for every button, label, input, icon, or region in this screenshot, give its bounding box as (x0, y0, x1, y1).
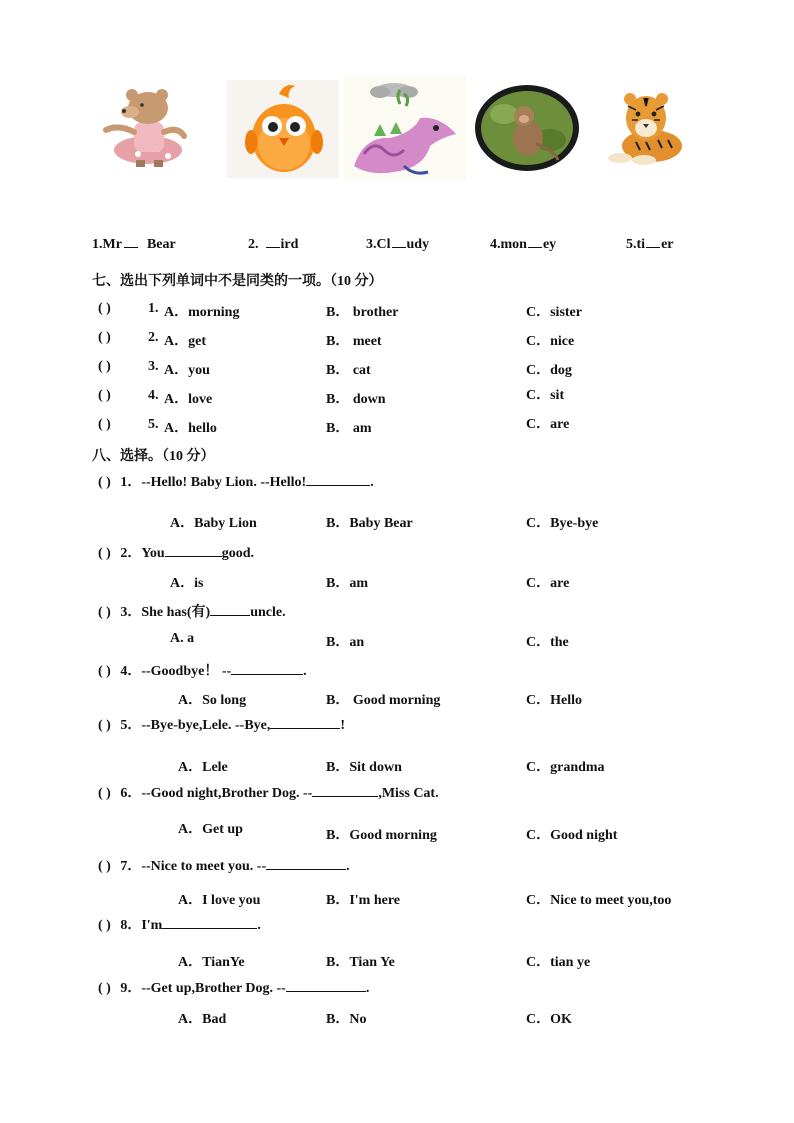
cloud-dragon-picture (344, 76, 466, 180)
question-text: You (141, 546, 165, 561)
monkey-picture (474, 84, 580, 172)
question-text: --Hello! Baby Lion. --Hello! (141, 475, 307, 490)
s8-option-a-9: A．Bad (178, 1012, 227, 1027)
s7-num-1: 1. (148, 301, 159, 316)
spelling-suffix: udy (406, 237, 430, 252)
spelling-item-2 (248, 235, 298, 253)
s7-option-a-2: A．get (164, 334, 206, 349)
question-number: 3． (120, 605, 142, 620)
s7-option-a-3: A．you (164, 363, 210, 378)
question-text: --Get up,Brother Dog. -- (141, 981, 286, 996)
s8-option-c-1: C．Bye-bye (526, 516, 599, 531)
s8-option-b-6: B．Good morning (326, 828, 437, 843)
question-text-end: . (370, 475, 374, 490)
answer-blank[interactable] (528, 235, 542, 248)
question-number: 5． (120, 718, 142, 733)
answer-blank[interactable] (286, 979, 366, 992)
answer-paren[interactable]: ( ) (98, 546, 111, 561)
s7-option-c-2: C．nice (526, 334, 575, 349)
s7-num-2: 2. (148, 330, 159, 345)
s8-question-6 (98, 782, 439, 802)
s7-option-c-4: C．sit (526, 388, 565, 403)
spelling-prefix: 5.ti (626, 237, 646, 252)
tiger-picture (606, 88, 686, 166)
s7-option-b-5: B． am (326, 421, 372, 436)
question-number: 4． (120, 664, 142, 679)
s7-option-b-2: B． meet (326, 334, 382, 349)
s7-paren-1[interactable]: ( ) (98, 301, 111, 316)
section-7-title: 七、选出下列单词中不是同类的一项。（10 分） (92, 274, 383, 289)
answer-blank[interactable] (124, 235, 138, 248)
bird-picture (227, 80, 339, 178)
question-number: 7． (120, 859, 142, 874)
answer-blank[interactable] (210, 603, 250, 616)
question-text-end: ,Miss Cat. (378, 786, 439, 801)
s8-option-c-7: C．Nice to meet you,too (526, 893, 672, 908)
s8-option-a-8: A．TianYe (178, 955, 245, 970)
s8-option-c-8: C．tian ye (526, 955, 591, 970)
s8-option-c-2: C．are (526, 576, 570, 591)
section-8-title: 八、选择。（10 分） (92, 449, 215, 464)
answer-paren[interactable]: ( ) (98, 859, 111, 874)
answer-blank[interactable] (312, 784, 378, 797)
s7-num-5: 5. (148, 417, 159, 432)
question-text-end: uncle. (250, 605, 286, 620)
spelling-suffix: Bear (146, 237, 176, 252)
spelling-item-5 (626, 235, 674, 253)
question-number: 1． (120, 475, 142, 490)
s8-question-3 (98, 601, 286, 621)
s8-option-b-7: B．I'm here (326, 893, 401, 908)
s7-option-a-4: A．love (164, 392, 213, 407)
answer-blank[interactable] (306, 473, 370, 486)
answer-paren[interactable]: ( ) (98, 664, 111, 679)
s8-question-9 (98, 977, 369, 997)
question-text: --Nice to meet you. -- (141, 859, 267, 874)
s8-option-c-6: C．Good night (526, 828, 618, 843)
answer-blank[interactable] (266, 857, 346, 870)
spelling-item-4 (490, 235, 556, 253)
s8-option-c-3: C．the (526, 635, 569, 650)
answer-paren[interactable]: ( ) (98, 475, 111, 490)
s8-option-c-5: C．grandma (526, 760, 605, 775)
s7-option-b-1: B． brother (326, 305, 399, 320)
s8-option-a-4: A．So long (178, 693, 247, 708)
question-number: 9． (120, 981, 142, 996)
s8-question-2 (98, 542, 254, 562)
s7-paren-4[interactable]: ( ) (98, 388, 111, 403)
question-number: 8． (120, 918, 142, 933)
answer-blank[interactable] (266, 235, 280, 248)
s7-option-c-3: C．dog (526, 363, 572, 378)
s8-option-a-3: A. a (170, 631, 195, 646)
answer-paren[interactable]: ( ) (98, 718, 111, 733)
spelling-prefix: 3.Cl (366, 237, 391, 252)
s8-option-b-8: B．Tian Ye (326, 955, 395, 970)
question-text-end: good. (221, 546, 254, 561)
s8-question-7 (98, 855, 350, 875)
s8-option-b-3: B．an (326, 635, 365, 650)
s8-option-a-7: A．I love you (178, 893, 261, 908)
s8-question-4 (98, 660, 307, 680)
s7-option-c-5: C．are (526, 417, 570, 432)
question-text: She has(有) (141, 605, 211, 620)
s8-question-8 (98, 914, 261, 934)
spelling-prefix: 2. (248, 237, 259, 252)
spelling-suffix: ird (280, 237, 299, 252)
spelling-suffix: er (661, 237, 674, 252)
answer-blank[interactable] (646, 235, 660, 248)
answer-blank[interactable] (270, 716, 340, 729)
s8-option-b-9: B．No (326, 1012, 367, 1027)
spelling-prefix: 1.Mr (92, 237, 122, 252)
question-number: 2． (120, 546, 142, 561)
question-text-end: . (365, 981, 370, 996)
question-text: --Bye-bye,Lele. --Bye, (141, 718, 271, 733)
s8-option-a-5: A．Lele (178, 760, 228, 775)
s7-option-a-1: A．morning (164, 305, 240, 320)
question-number: 6． (120, 786, 142, 801)
s8-option-b-1: B．Baby Bear (326, 516, 413, 531)
s8-option-a-2: A．is (170, 576, 204, 591)
s8-question-1 (98, 471, 374, 491)
s8-option-b-5: B．Sit down (326, 760, 402, 775)
question-text: I'm (141, 918, 163, 933)
answer-blank[interactable] (162, 916, 257, 929)
question-text-end: . (303, 664, 307, 679)
s8-question-5 (98, 714, 345, 734)
s7-option-b-4: B． down (326, 392, 386, 407)
answer-paren[interactable]: ( ) (98, 605, 111, 620)
question-text-end: . (346, 859, 350, 874)
s7-option-b-3: B． cat (326, 363, 371, 378)
s7-option-a-5: A．hello (164, 421, 217, 436)
s7-num-3: 3. (148, 359, 159, 374)
spelling-prefix: 4.mon (490, 237, 527, 252)
question-text: --Goodbye！ -- (141, 664, 232, 679)
question-text-end: ! (340, 718, 346, 733)
s7-paren-3[interactable]: ( ) (98, 359, 111, 374)
s7-paren-5[interactable]: ( ) (98, 417, 111, 432)
answer-paren[interactable]: ( ) (98, 918, 111, 933)
s8-option-b-2: B．am (326, 576, 368, 591)
s8-option-a-1: A．Baby Lion (170, 516, 257, 531)
answer-blank[interactable] (392, 235, 406, 248)
spelling-suffix: ey (542, 237, 557, 252)
answer-paren[interactable]: ( ) (98, 981, 111, 996)
spelling-item-1 (92, 235, 176, 253)
s7-paren-2[interactable]: ( ) (98, 330, 111, 345)
answer-blank[interactable] (231, 662, 303, 675)
s8-option-c-4: C．Hello (526, 693, 582, 708)
s7-option-c-1: C．sister (526, 305, 582, 320)
answer-paren[interactable]: ( ) (98, 786, 111, 801)
spelling-item-3 (366, 235, 429, 253)
question-text-end: . (257, 918, 261, 933)
question-text: --Good night,Brother Dog. -- (141, 786, 313, 801)
bear-picture (100, 86, 192, 168)
s7-num-4: 4. (148, 388, 159, 403)
s8-option-c-9: C．OK (526, 1012, 572, 1027)
s8-option-b-4: B． Good morning (326, 693, 441, 708)
s8-option-a-6: A．Get up (178, 822, 243, 837)
answer-blank[interactable] (165, 544, 222, 557)
